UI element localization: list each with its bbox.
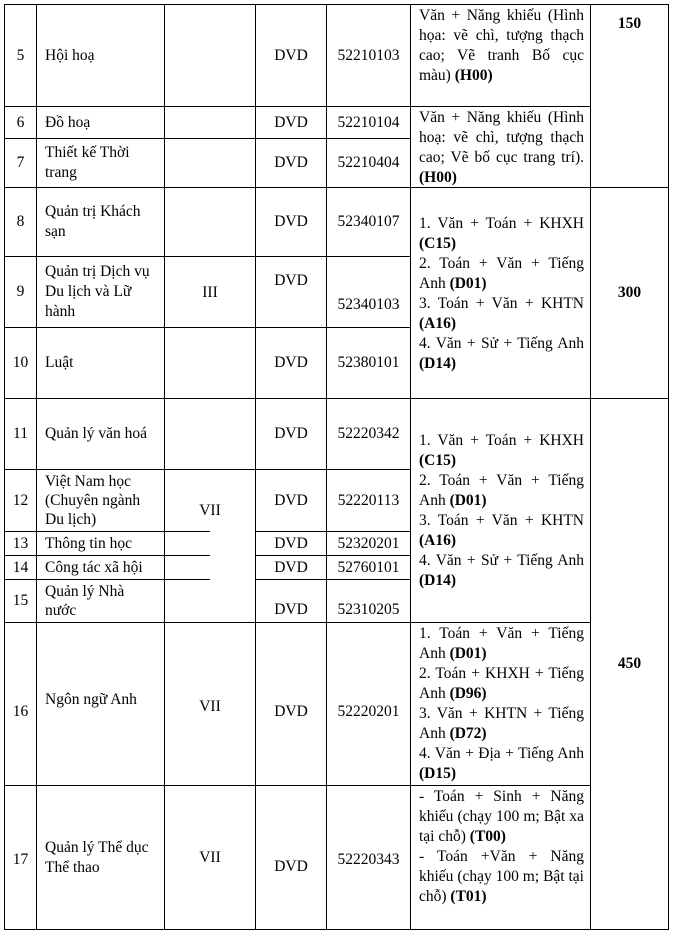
unit-code: DVD — [274, 857, 308, 875]
major-code: 52760101 — [337, 558, 400, 576]
unit-code: DVD — [274, 354, 308, 371]
major-name: Thông tin học — [45, 534, 132, 552]
unit-code: DVD — [274, 46, 308, 64]
subject-line: 2. Toán + KHXH + Tiếng Anh (D96) — [419, 665, 584, 702]
unit-code: DVD — [274, 272, 308, 289]
subject-line: 4. Văn + Sử + Tiếng Anh (D14) — [419, 334, 584, 372]
row-number: 12 — [12, 491, 29, 509]
subject-combination — [411, 786, 590, 929]
row-number: 13 — [12, 534, 29, 552]
major-code: 52220343 — [337, 850, 400, 868]
major-code: 52210103 — [337, 46, 400, 64]
admission-table — [4, 4, 669, 930]
unit-code: DVD — [274, 113, 308, 131]
row-number: 15 — [12, 592, 29, 609]
subject-combination — [411, 107, 590, 187]
major-code: 52320201 — [337, 534, 400, 552]
unit-code: DVD — [274, 703, 308, 720]
major-name: Ngôn ngữ Anh — [45, 691, 137, 708]
major-name: Thiết kế Thời trang — [45, 144, 130, 181]
subject-line: 4. Văn + Địa + Tiếng Anh (D15) — [419, 745, 584, 782]
unit-code: DVD — [274, 534, 308, 552]
major-code: 52310205 — [337, 601, 400, 618]
subject-combination — [411, 623, 590, 785]
row-number: 17 — [12, 850, 29, 868]
row-number: 10 — [12, 354, 29, 371]
subject-line: 2. Toán + Văn + Tiếng Anh (D01) — [419, 472, 584, 509]
major-code: 52210404 — [337, 154, 400, 171]
major-code: 52220342 — [337, 425, 400, 442]
unit-code: DVD — [274, 558, 308, 576]
major-name: Quản trị Dịch vụ Du lịch và Lữ hành — [45, 263, 150, 320]
major-code: 52380101 — [337, 354, 400, 371]
row-number: 11 — [13, 425, 28, 442]
subject-line: 2. Toán + Văn + Tiếng Anh (D01) — [419, 254, 584, 292]
quota-cell: 150 — [617, 15, 642, 32]
subject-line: - Toán + Sinh + Năng khiếu (chạy 100 m; Bật xa tại chỗ) (T00) — [419, 788, 584, 845]
subject-line: 1. Văn + Toán + KHXH (C15) — [419, 214, 584, 252]
major-code: 52340103 — [337, 296, 400, 313]
subject-text: Văn + Năng khiếu (Hình họa: vẽ chì, tượng thạch cao; Vẽ tranh Bố cục màu) — [419, 7, 584, 84]
unit-code: DVD — [274, 154, 308, 171]
major-name: Quản lý văn hoá — [45, 425, 148, 442]
subject-line: 4. Văn + Sử + Tiếng Anh (D14) — [419, 552, 584, 589]
unit-code: DVD — [274, 601, 308, 618]
group-cell: III — [202, 284, 218, 301]
row-number: 7 — [16, 154, 25, 171]
subject-combination — [411, 5, 590, 106]
major-name: Quản lý Thể dục Thể thao — [45, 838, 149, 876]
unit-code: DVD — [274, 213, 308, 230]
row-number: 16 — [12, 703, 29, 720]
unit-code: DVD — [274, 491, 308, 509]
subject-line: 1. Toán + Văn + Tiếng Anh (D01) — [419, 625, 584, 662]
subject-code: (H00) — [419, 169, 457, 186]
group-cell: VII — [199, 848, 221, 866]
subject-line: 3. Văn + KHTN + Tiếng Anh (D72) — [419, 705, 584, 742]
major-name: Việt Nam học (Chuyên ngành Du lịch) — [45, 473, 141, 528]
row-number: 14 — [12, 558, 29, 576]
grid-line — [668, 4, 669, 930]
unit-code: DVD — [274, 425, 308, 442]
major-name: Công tác xã hội — [45, 558, 143, 576]
major-name: Quản trị Khách sạn — [45, 203, 141, 240]
row-number: 8 — [16, 213, 25, 230]
major-name: Quản lý Nhà nước — [45, 583, 125, 619]
subject-line: 1. Văn + Toán + KHXH (C15) — [419, 432, 584, 469]
major-name: Luật — [45, 354, 74, 371]
row-number: 5 — [16, 46, 25, 64]
subject-line: - Toán +Văn + Năng khiếu (chạy 100 m; Bật tại chỗ) (T01) — [419, 848, 584, 905]
quota-cell: 300 — [617, 284, 642, 301]
subject-code: (H00) — [454, 67, 493, 84]
subject-line: 3. Toán + Văn + KHTN (A16) — [419, 512, 584, 549]
major-name: Đồ hoạ — [45, 113, 91, 131]
grid-line — [4, 929, 669, 930]
subject-combination — [411, 188, 590, 398]
group-cell: VII — [199, 698, 221, 715]
group-cell: VII — [199, 501, 221, 519]
major-code: 52220201 — [337, 703, 400, 720]
major-code: 52210104 — [337, 113, 400, 131]
row-number: 9 — [16, 283, 25, 300]
major-code: 52220113 — [337, 491, 400, 509]
row-number: 6 — [16, 113, 25, 131]
major-name: Hội hoạ — [45, 46, 95, 64]
major-code: 52340107 — [337, 213, 400, 230]
quota-cell: 450 — [617, 655, 642, 672]
subject-text: Văn + Năng khiếu (Hình hoạ: vẽ chì, tượng thạch cao; Vẽ bố cục trang trí). — [419, 109, 584, 166]
subject-combination — [411, 399, 590, 622]
subject-line: 3. Toán + Văn + KHTN (A16) — [419, 294, 584, 332]
